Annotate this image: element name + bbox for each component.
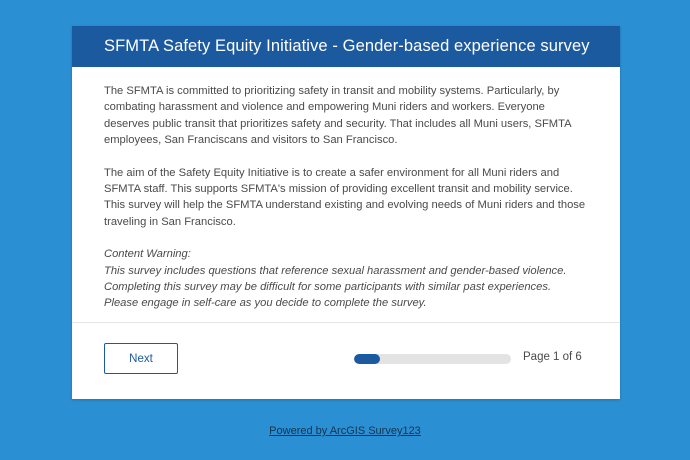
progress-bar-fill [354,354,380,364]
intro-paragraph-2: The aim of the Safety Equity Initiative is to create a safer environment for all Muni riders and SFMTA staff. This supports SFMTA's mission of providing excellent transit and mobility service. This survey will help the SFMTA understand existing and evolving needs of Muni riders and those traveling in San Francisco. [104,166,586,228]
content-warning [104,246,588,312]
footer-divider [72,322,620,323]
intro-paragraph-1: The SFMTA is committed to prioritizing safety in transit and mobility systems. Particularly, by combating harassment and violence and empowering Muni riders and workers. Everyone deserves public transit that prioritizes safety and security. That includes all Muni users, SFMTA employees, San Franciscans and visitors to San Francisco. [104,85,571,147]
next-button[interactable]: Next [104,343,178,374]
powered-by-link[interactable]: Powered by ArcGIS Survey123 [269,425,421,437]
progress-bar [354,354,511,364]
survey-description [72,67,620,312]
survey-title: SFMTA Safety Equity Initiative - Gender-based experience survey [72,26,620,67]
content-warning-text: This survey includes questions that reference sexual harassment and gender-based violence. Completing this survey may be difficult for some participants with similar past experiences. Please engage in self-care as you decide to complete the survey. [104,264,567,310]
survey-card [72,26,620,399]
page-indicator: Page 1 of 6 [523,351,582,363]
content-warning-heading: Content Warning: [104,248,191,261]
